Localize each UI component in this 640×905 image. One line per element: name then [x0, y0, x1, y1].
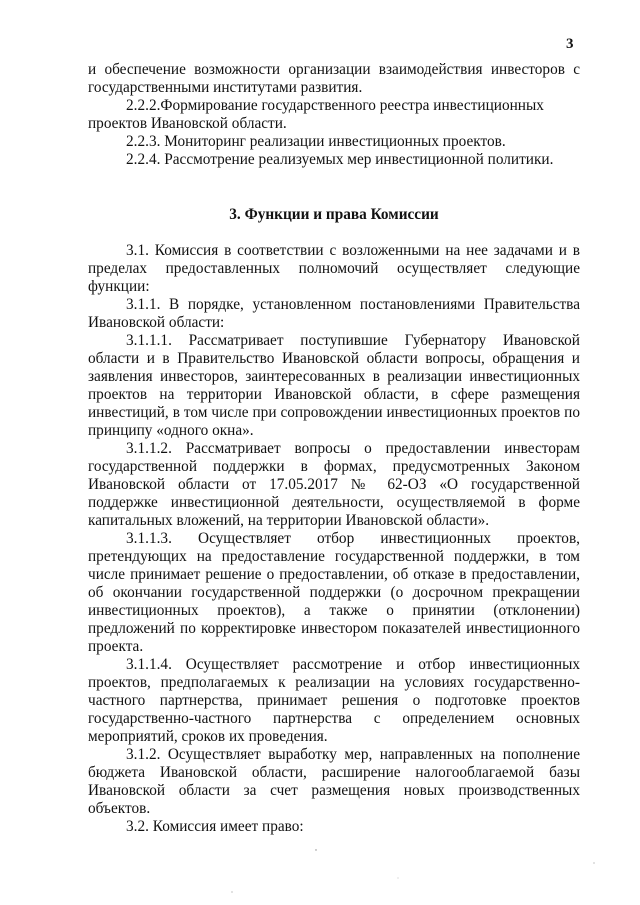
- paragraph-3-1-2: 3.1.2. Осуществляет выработку мер, направленных на пополнение бюджета Ивановской области, расширение налогооблагаемой базы Ивановской области за счет размещения новых производственных объектов.: [88, 746, 580, 817]
- paragraph-3-1: 3.1. Комиссия в соответствии с возложенными на нее задачами и в пределах предоставленных полномочий осуществляет следующие функции:: [88, 242, 580, 295]
- paragraph-3-1-1: 3.1.1. В порядке, установленном постановлениями Правительства Ивановской области:: [88, 296, 580, 331]
- section-heading: 3. Функции и права Комиссии: [229, 206, 439, 223]
- paragraph-3-1-1-4: 3.1.1.4. Осуществляет рассмотрение и отбор инвестиционных проектов, предполагаемых к реализации на условиях государственно-частного партнерства, принимает решения о подготовке проектов государственно-частного партнерства с определением основных мероприятий, сроков их проведения.: [88, 656, 580, 745]
- paragraph-3-1-1-2: 3.1.1.2. Рассматривает вопросы о предоставлении инвесторам государственной поддержки в формах, предусмотренных Законом Ивановской области от 17.05.2017 № 62-ОЗ «О государственной поддержке инвестиционной деятельности, осуществляемой в форме капитальных вложений, на территории Ивановской области».: [88, 440, 580, 529]
- paragraph-3-1-1-1: 3.1.1.1. Рассматривает поступившие Губернатору Ивановской области и в Правительство Ивановской области вопросы, обращения и заявления инвесторов, заинтересованных в реализации инвестиционных проектов на территории Ивановской области, в сфере размещения инвестиций, в том числе при сопровождении инвестиционных проектов по принципу «одного окна».: [88, 332, 580, 439]
- list-item-2-2-4: 2.2.4. Рассмотрение реализуемых мер инвестиционной политики.: [126, 151, 554, 168]
- document-body: [88, 61, 580, 836]
- paragraph-3-1-1-3: 3.1.1.3. Осуществляет отбор инвестиционных проектов, претендующих на предоставление государственной поддержки, в том числе принимает решение о предоставлении, об отказе в предоставлении, об окончании государственной поддержки (о досрочном прекращении инвестиционных проектов), а также о принятии (отклонении) предложений по корректировке инвестором показателей инвестиционного проекта.: [88, 530, 580, 655]
- paragraph-3-2: 3.2. Комиссия имеет право:: [126, 818, 304, 835]
- paragraph-continuation: и обеспечение возможности организации взаимодействия инвесторов с государственными институтами развития.: [88, 61, 580, 96]
- list-item-2-2-2: 2.2.2.Формирование государственного реестра инвестиционных проектов Ивановской области.: [88, 97, 544, 132]
- list-item-2-2-3: 2.2.3. Мониторинг реализации инвестиционных проектов.: [126, 133, 506, 150]
- page-number: 3: [566, 36, 574, 52]
